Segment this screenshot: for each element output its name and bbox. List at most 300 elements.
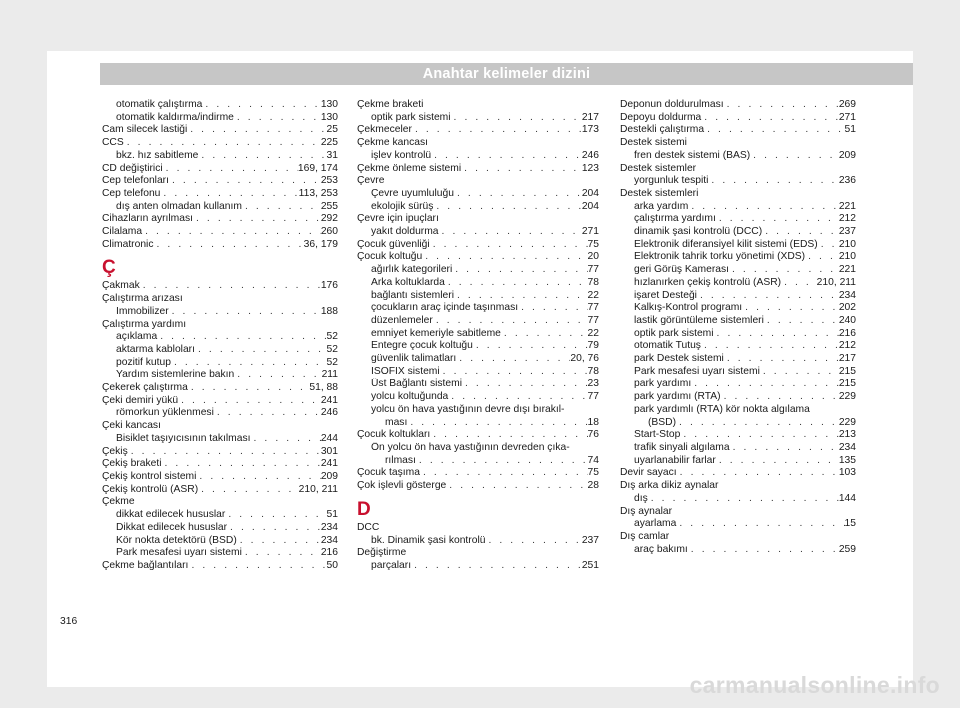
index-entry <box>102 188 338 201</box>
watermark-logo: carmanualsonline.info <box>689 672 940 698</box>
index-letter-heading: D <box>357 498 371 520</box>
index-entry <box>357 175 599 188</box>
index-entry-page: 209 <box>320 470 338 482</box>
index-entry-term: Dış arka dikiz aynalar <box>620 480 719 492</box>
index-entry-page: 36, 179 <box>303 238 338 250</box>
index-entry <box>620 124 856 137</box>
index-leader-dots <box>154 239 304 252</box>
index-entry <box>357 315 599 328</box>
index-entry <box>102 331 338 344</box>
index-leader-dots <box>461 163 582 176</box>
index-entry <box>102 535 338 548</box>
index-entry <box>102 395 338 408</box>
index-entry-page: 240 <box>838 314 856 326</box>
index-entry <box>620 277 856 290</box>
index-entry <box>102 99 338 112</box>
index-entry-term: Elektronik diferansiyel kilit sistemi (EDS) <box>634 238 818 250</box>
index-entry-term: Çocuk koltuğu <box>357 251 423 263</box>
index-entry-term: trafik sinyali algılama <box>634 441 730 453</box>
index-entry-page: 22 <box>587 327 599 339</box>
index-entry-page: 210, 211 <box>816 276 856 288</box>
index-leader-dots <box>162 458 321 471</box>
index-entry-page: 74 <box>587 454 599 466</box>
index-entry <box>620 302 856 315</box>
index-entry <box>357 239 599 252</box>
index-entry-term: Dış camlar <box>620 530 670 542</box>
index-leader-dots <box>140 280 321 293</box>
index-entry-page: 28 <box>587 480 599 492</box>
index-entry <box>102 446 338 459</box>
index-leader-dots <box>124 137 321 150</box>
index-leader-dots <box>762 226 839 239</box>
index-leader-dots <box>142 226 321 239</box>
index-entry <box>102 201 338 214</box>
index-entry <box>357 251 599 264</box>
index-entry-term: dikkat edilecek hususlar <box>116 509 226 521</box>
index-entry-page: 211 <box>321 369 338 381</box>
index-entry <box>357 522 599 535</box>
index-leader-dots <box>688 201 838 214</box>
index-entry <box>620 353 856 366</box>
index-entry <box>357 328 599 341</box>
index-entry-term: güvenlik talimatları <box>371 353 457 365</box>
index-entry-page: 51 <box>326 509 338 521</box>
index-entry <box>620 290 856 303</box>
index-entry-term: Destekli çalıştırma <box>620 124 705 136</box>
index-entry-term: parçaları <box>371 559 412 571</box>
index-entry-term: Ön yolcu ön hava yastığının devreden çıka- <box>371 441 570 453</box>
index-entry-page: 18 <box>587 416 599 428</box>
index-entry-term: Cam silecek lastiği <box>102 124 188 136</box>
index-leader-dots <box>202 99 320 112</box>
index-entry-page: 234 <box>838 289 856 301</box>
index-entry-term: Kör nokta detektörü (BSD) <box>116 534 237 546</box>
index-entry-term: Yardım sistemlerine bakın <box>116 369 235 381</box>
index-entry-page: 259 <box>838 543 856 555</box>
index-leader-dots <box>742 302 839 315</box>
index-entry <box>102 306 338 319</box>
index-entry <box>620 213 856 226</box>
index-leader-dots <box>716 213 839 226</box>
index-leader-dots <box>198 150 326 163</box>
index-entry <box>102 382 338 395</box>
index-entry <box>620 251 856 264</box>
index-entry-page: 169, 174 <box>297 162 338 174</box>
index-entry <box>620 493 856 506</box>
index-entry-term: Destek sistemi <box>620 137 687 149</box>
index-entry <box>357 150 599 163</box>
index-entry-term: CD değiştirici <box>102 162 163 174</box>
index-entry <box>620 544 856 557</box>
index-entry-term: hızlanırken çekiş kontrolü (ASR) <box>634 276 782 288</box>
index-entry <box>102 496 338 509</box>
index-entry-page: 229 <box>838 391 856 403</box>
index-entry-page: 260 <box>320 226 338 238</box>
index-entry-page: 209 <box>838 149 856 161</box>
index-entry-page: 75 <box>587 467 599 479</box>
index-entry <box>102 226 338 239</box>
index-entry-term: Çalıştırma yardımı <box>102 318 187 330</box>
index-entry-page: 51, 88 <box>309 382 338 394</box>
index-entry-page: 210, 211 <box>298 483 338 495</box>
index-entry-term: Çocuk taşıma <box>357 467 420 479</box>
index-leader-dots <box>701 112 839 125</box>
index-leader-dots <box>214 407 321 420</box>
index-entry <box>620 429 856 442</box>
index-entry-page: 244 <box>320 432 338 444</box>
index-entry-term: Çeki demiri yükü <box>102 394 179 406</box>
index-entry <box>620 518 856 531</box>
index-entry-page: 241 <box>320 394 338 406</box>
index-entry-term: Destek sistemler <box>620 162 697 174</box>
index-entry-page: 20 <box>587 251 599 263</box>
index-entry <box>102 509 338 522</box>
index-leader-dots <box>188 382 310 395</box>
index-entry-term: arka yardım <box>634 200 689 212</box>
index-entry <box>620 404 856 417</box>
index-entry-term: ayarlama <box>634 518 677 530</box>
index-entry-term: otomatik çalıştırma <box>116 99 203 110</box>
index-entry-term: ması <box>385 416 408 428</box>
index-entry-page: 176 <box>320 280 338 292</box>
index-entry-term: Çekiş <box>102 445 128 457</box>
index-entry-term: yolcu koltuğunda <box>371 391 449 403</box>
index-entry <box>620 340 856 353</box>
index-entry-page: 20, 76 <box>570 353 599 365</box>
index-entry-term: Çekiş kontrolü (ASR) <box>102 483 199 495</box>
index-entry <box>102 137 338 150</box>
index-leader-dots <box>680 429 838 442</box>
index-entry-term: Üst Bağlantı sistemi <box>371 378 462 390</box>
index-leader-dots <box>456 353 570 366</box>
index-entry-page: 50 <box>326 559 338 571</box>
index-entry <box>357 188 599 201</box>
index-leader-dots <box>454 188 582 201</box>
index-leader-dots <box>818 239 839 252</box>
index-leader-dots <box>237 535 321 548</box>
index-leader-dots <box>227 522 321 535</box>
index-entry-term: Çekme kancası <box>357 137 428 149</box>
index-entry <box>620 150 856 163</box>
index-entry <box>357 547 599 560</box>
index-entry-term: (BSD) <box>648 416 677 428</box>
index-leader-dots <box>178 395 321 408</box>
index-entry <box>102 433 338 446</box>
index-leader-dots <box>462 378 588 391</box>
index-entry-term: Çekmeceler <box>357 124 412 136</box>
index-entry-page: 210 <box>838 251 856 263</box>
index-leader-dots <box>721 391 839 404</box>
index-leader-dots <box>430 429 587 442</box>
index-leader-dots <box>439 226 582 239</box>
index-entry-page: 78 <box>587 365 599 377</box>
index-entry-page: 241 <box>320 458 338 470</box>
index-leader-dots <box>452 264 587 277</box>
index-entry-term: düzenlemeler <box>371 314 433 326</box>
index-entry-page: 301 <box>320 445 338 457</box>
index-entry <box>357 112 599 125</box>
index-entry-term: Çocuk güvenliği <box>357 238 430 250</box>
index-entry <box>102 163 338 176</box>
index-leader-dots <box>473 340 588 353</box>
index-entry-term: çocukların araç içinde taşınması <box>371 302 519 314</box>
index-entry-page: 130 <box>320 99 338 110</box>
index-entry-term: Arka koltuklarda <box>371 276 445 288</box>
index-entry-term: Çekerek çalıştırma <box>102 382 188 394</box>
index-leader-dots <box>250 433 320 446</box>
index-entry-term: yorgunluk tespiti <box>634 175 709 187</box>
index-entry-page: 77 <box>587 264 599 276</box>
index-entry-page: 212 <box>838 213 856 225</box>
index-leader-dots <box>422 251 587 264</box>
index-entry-page: 25 <box>326 124 338 136</box>
index-leader-dots <box>188 560 326 573</box>
index-leader-dots <box>128 446 321 459</box>
index-entry-term: Destek sistemleri <box>620 187 699 199</box>
index-entry-term: Entegre çocuk koltuğu <box>371 340 473 352</box>
index-leader-dots <box>198 484 299 497</box>
index-leader-dots <box>169 306 321 319</box>
index-entry-term: otomatik Tutuş <box>634 340 701 352</box>
index-entry <box>102 369 338 382</box>
index-entry-term: Climatronic <box>102 238 154 250</box>
index-entry <box>620 417 856 430</box>
page-title: Anahtar kelimeler dizini <box>100 63 913 85</box>
index-entry-term: Değiştirme <box>357 547 407 559</box>
index-entry-term: aktarma kabloları <box>116 343 195 355</box>
index-entry-term: park yardımı <box>634 378 692 390</box>
index-entry-page: 213 <box>838 429 856 441</box>
index-entry-page: 77 <box>587 302 599 314</box>
index-entry <box>102 175 338 188</box>
index-entry-page: 212 <box>838 340 856 352</box>
index-entry <box>102 471 338 484</box>
index-leader-dots <box>750 150 839 163</box>
index-entry-page: 221 <box>838 200 856 212</box>
index-entry <box>357 480 599 493</box>
index-entry-term: dış anten olmadan kullanım <box>116 200 242 212</box>
index-entry-term: otomatik kaldırma/indirme <box>116 111 234 123</box>
index-leader-dots <box>431 150 582 163</box>
index-entry-page: 215 <box>838 365 856 377</box>
index-entry <box>357 163 599 176</box>
index-entry <box>102 357 338 370</box>
index-leader-dots <box>697 290 839 303</box>
index-entry-page: 217 <box>581 111 599 123</box>
index-entry-term: Deponun doldurulması <box>620 99 724 110</box>
index-entry-page: 234 <box>838 441 856 453</box>
index-leader-dots <box>448 391 587 404</box>
index-entry-page: 251 <box>581 559 599 571</box>
index-entry-term: Park mesafesi uyarı sistemi <box>116 547 242 559</box>
index-entry-term: yakıt doldurma <box>371 226 439 238</box>
index-leader-dots <box>160 188 298 201</box>
index-entry-term: Çocuk koltukları <box>357 429 431 441</box>
index-entry-term: bağlantı sistemleri <box>371 289 454 301</box>
index-entry <box>102 522 338 535</box>
index-entry <box>357 201 599 214</box>
index-leader-dots <box>518 302 587 315</box>
index-entry-term: Çekiş braketi <box>102 458 162 470</box>
index-entry-page: 255 <box>320 200 338 212</box>
index-entry-term: pozitif kutup <box>116 356 171 368</box>
index-entry <box>620 239 856 252</box>
index-leader-dots <box>677 467 839 480</box>
index-entry-page: 103 <box>838 467 856 479</box>
index-entry <box>357 366 599 379</box>
index-leader-dots <box>805 251 839 264</box>
index-leader-dots <box>708 175 838 188</box>
index-entry-page: 135 <box>838 454 856 466</box>
index-entry-term: Cihazların ayrılması <box>102 213 193 225</box>
index-leader-dots <box>724 353 839 366</box>
index-leader-dots <box>451 112 582 125</box>
index-entry-page: 173 <box>581 124 599 136</box>
index-entry <box>620 467 856 480</box>
index-entry-term: Çekme önleme sistemi <box>357 162 462 174</box>
index-entry <box>357 264 599 277</box>
index-leader-dots <box>407 417 587 430</box>
index-entry-term: açıklama <box>116 331 158 343</box>
index-entry <box>102 547 338 560</box>
index-entry-page: 123 <box>581 162 599 174</box>
index-entry-term: işaret Desteği <box>634 289 697 301</box>
index-entry <box>620 226 856 239</box>
index-entry-page: 234 <box>320 534 338 546</box>
index-entry <box>620 175 856 188</box>
index-entry <box>102 293 338 306</box>
index-entry <box>620 188 856 201</box>
index-column-2 <box>357 99 599 573</box>
index-entry-page: 52 <box>326 331 338 343</box>
index-leader-dots <box>716 455 839 468</box>
index-entry-page: 246 <box>320 407 338 419</box>
index-entry <box>102 560 338 573</box>
index-entry-term: park yardımlı (RTA) kör nokta algılama <box>634 403 810 415</box>
index-leader-dots <box>440 366 588 379</box>
index-entry <box>620 366 856 379</box>
index-entry-term: fren destek sistemi (BAS) <box>634 149 751 161</box>
index-entry-page: 52 <box>326 356 338 368</box>
index-leader-dots <box>704 124 844 137</box>
index-entry-page: 215 <box>838 378 856 390</box>
index-leader-dots <box>760 366 839 379</box>
index-entry-page: 52 <box>326 343 338 355</box>
index-entry-term: uyarlanabilir farlar <box>634 454 716 466</box>
index-entry <box>620 201 856 214</box>
index-entry-term: emniyet kemeriyle sabitleme <box>371 327 501 339</box>
index-leader-dots <box>701 340 839 353</box>
index-leader-dots <box>501 328 588 341</box>
index-leader-dots <box>430 239 588 252</box>
index-entry <box>357 137 599 150</box>
index-entry <box>357 213 599 226</box>
index-entry-page: 75 <box>587 238 599 250</box>
index-entry-term: Cilalama <box>102 226 143 238</box>
index-entry <box>357 467 599 480</box>
index-entry-page: 144 <box>838 492 856 504</box>
index-entry-term: CCS <box>102 137 124 149</box>
index-leader-dots <box>485 535 581 548</box>
index-entry-term: park Destek sistemi <box>634 353 724 365</box>
index-entry <box>620 391 856 404</box>
index-entry-page: 15 <box>844 518 856 530</box>
index-entry <box>620 99 856 112</box>
index-entry <box>620 378 856 391</box>
index-leader-dots <box>729 264 839 277</box>
index-entry-page: 210 <box>838 238 856 250</box>
index-entry-page: 31 <box>326 149 338 161</box>
index-entry-page: 130 <box>320 111 338 123</box>
index-column-1 <box>102 99 338 573</box>
index-entry-term: yolcu ön hava yastığının devre dışı bırakıl- <box>371 403 565 415</box>
index-entry-term: Çekme <box>102 496 135 508</box>
index-leader-dots <box>169 175 321 188</box>
index-entry-term: ekolojik sürüş <box>371 200 434 212</box>
index-entry-term: Devir sayacı <box>620 467 677 479</box>
index-leader-dots <box>676 417 839 430</box>
index-leader-dots <box>242 201 321 214</box>
index-leader-dots <box>433 201 581 214</box>
index-entry-page: 221 <box>838 264 856 276</box>
index-leader-dots <box>691 378 839 391</box>
index-entry-term: Cep telefonu <box>102 187 161 199</box>
index-leader-dots <box>454 290 588 303</box>
index-entry <box>620 506 856 519</box>
index-entry <box>102 239 338 252</box>
index-entry-page: 76 <box>587 429 599 441</box>
index-entry <box>357 290 599 303</box>
index-entry-page: 22 <box>587 289 599 301</box>
index-entry-term: İmmobilizer <box>116 305 169 317</box>
index-entry-page: 188 <box>320 305 338 317</box>
index-entry-term: bk. Dinamik şasi kontrolü <box>371 534 486 546</box>
index-entry <box>620 315 856 328</box>
index-entry <box>102 407 338 420</box>
index-entry-term: Çekme braketi <box>357 99 424 110</box>
index-entry-page: 217 <box>838 353 856 365</box>
index-entry-term: işlev kontrolü <box>371 149 432 161</box>
index-entry-term: park yardımı (RTA) <box>634 391 721 403</box>
index-leader-dots <box>764 315 839 328</box>
index-entry <box>357 353 599 366</box>
index-entry-term: dinamik şasi kontrolü (DCC) <box>634 226 763 238</box>
index-entry-page: 271 <box>838 111 856 123</box>
index-entry-term: DCC <box>357 521 380 533</box>
index-entry-page: 216 <box>320 547 338 559</box>
index-entry-page: 271 <box>581 226 599 238</box>
index-entry <box>357 404 599 417</box>
index-entry <box>102 124 338 137</box>
index-entry-page: 51 <box>844 124 856 136</box>
index-entry-page: 23 <box>587 378 599 390</box>
index-entry-page: 216 <box>838 327 856 339</box>
index-leader-dots <box>157 331 326 344</box>
index-entry <box>102 420 338 433</box>
index-leader-dots <box>433 315 588 328</box>
index-entry <box>357 391 599 404</box>
index-entry-term: Çekiş kontrol sistemi <box>102 470 197 482</box>
index-leader-dots <box>714 328 839 341</box>
index-entry-page: 204 <box>581 187 599 199</box>
index-entry-term: ISOFIX sistemi <box>371 365 440 377</box>
index-entry-page: 269 <box>838 99 856 110</box>
index-entry-page: 234 <box>320 521 338 533</box>
index-entry <box>357 302 599 315</box>
index-entry-term: Çok işlevli gösterge <box>357 480 447 492</box>
index-entry-term: optik park sistemi <box>634 327 714 339</box>
page-number: 316 <box>60 616 78 627</box>
